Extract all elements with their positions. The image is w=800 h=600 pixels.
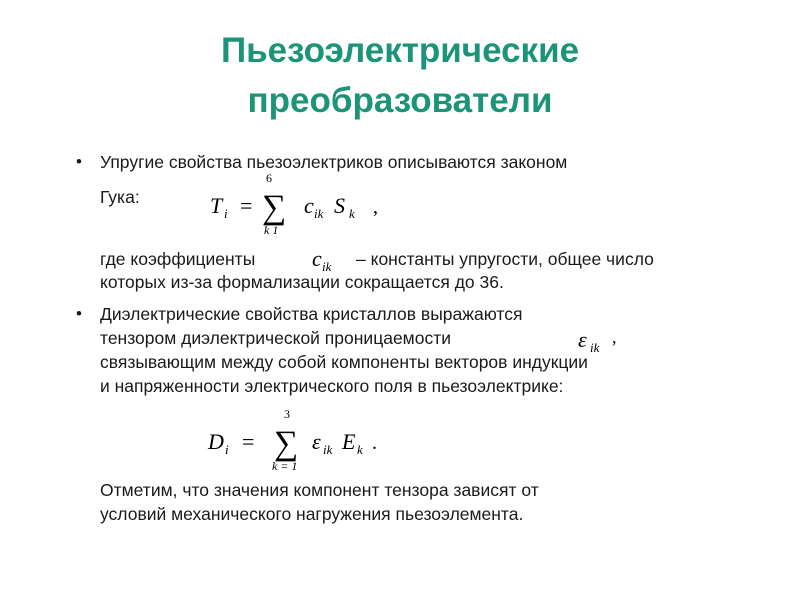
note-line-2: условий механического нагружения пьезоэлемента. (100, 504, 524, 524)
hooke-sum-upper: 6 (266, 171, 272, 185)
hooke-s-subscript: k (349, 206, 355, 221)
induction-sum-lower: k = 1 (272, 459, 298, 473)
bullet1-line-2: Гука: (100, 187, 140, 207)
induction-E-symbol: E (342, 429, 356, 454)
induction-sum-sign: ∑ (274, 425, 299, 462)
title-line-2: преобразователи (247, 81, 553, 120)
epsilon-subscript: ik (590, 340, 600, 355)
bullet-marker-2: • (76, 304, 82, 323)
induction-formula (200, 404, 410, 476)
induction-epsilon-subscript: ik (323, 442, 333, 457)
induction-lhs-subscript: i (225, 442, 229, 457)
bullet2-line-2: тензором диэлектрической проницаемости (100, 328, 451, 348)
induction-lhs-symbol: D (208, 429, 224, 454)
cik-c: c (312, 246, 322, 271)
induction-equals: = (242, 429, 255, 454)
hooke-trailing-comma: , (373, 196, 378, 218)
hooke-s-symbol: S (334, 193, 345, 218)
induction-trailing-period: . (372, 432, 377, 454)
induction-epsilon-symbol: ε (312, 429, 321, 454)
bullet2-line-3: связывающим между собой компоненты векторов индукции (100, 352, 588, 372)
hooke-sum-lower: k 1 (264, 223, 279, 237)
bullet1-line-3-pre: где коэффициенты (100, 249, 256, 269)
induction-sum-upper: 3 (284, 407, 290, 421)
bullet2-line-4: и напряженности электрического поля в пьезоэлектрике: (100, 376, 564, 396)
hooke-law-formula (200, 168, 400, 240)
induction-E-subscript: k (357, 442, 363, 457)
bullet2-line-1: Диэлектрические свойства кристаллов выражаются (100, 304, 523, 324)
epsilon-trailing-comma: , (612, 327, 617, 347)
cik-subscript: ik (322, 259, 332, 274)
note-line-1: Отметим, что значения компонент тензора зависят от (100, 480, 539, 500)
hooke-lhs-subscript: i (224, 206, 228, 221)
title-line-1: Пьезоэлектрические (220, 31, 580, 70)
bullet1-line-1: Упругие свойства пьезоэлектриков описываются законом (100, 152, 568, 172)
bullet1-line-4: которых из-за формализации сокращается до 36. (100, 272, 504, 292)
bullet-marker-1: • (76, 152, 82, 171)
hooke-lhs-symbol: T (210, 193, 223, 218)
slide-title (0, 26, 800, 126)
epsilon-symbol: ε (578, 327, 587, 352)
hooke-c-symbol: c (304, 193, 314, 218)
hooke-equals: = (240, 193, 253, 218)
hooke-sum-sign: ∑ (262, 189, 287, 226)
bullet1-line-3-post: – константы упругости, общее число (356, 249, 654, 269)
hooke-c-subscript: ik (314, 206, 324, 221)
